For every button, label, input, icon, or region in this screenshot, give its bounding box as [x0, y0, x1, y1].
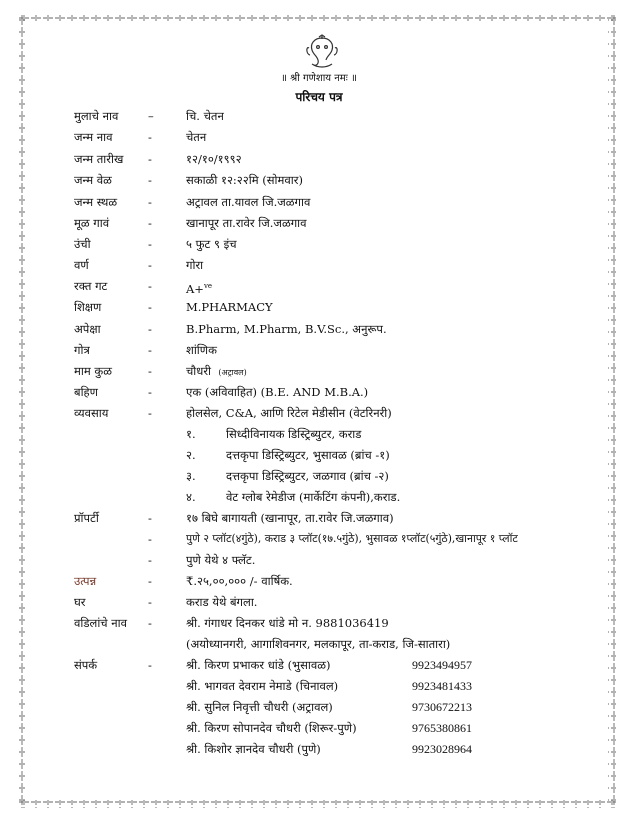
field-row-birth-name	[0, 128, 638, 148]
contact-phone: 9923494957	[412, 658, 472, 672]
blood-group-sup: ve	[203, 282, 213, 290]
list-text: दत्तकृपा डिस्ट्रिब्युटर, जळगाव (ब्रांच -२)	[226, 469, 389, 483]
field-value: १२/१०/१९९२	[186, 152, 242, 166]
list-text: वेट ग्लोब रेमेडीज (मार्केटिंग कंपनी),कराड.	[226, 490, 401, 504]
field-row-gotra	[0, 341, 638, 361]
field-row-property	[0, 509, 638, 529]
field-value: ५ फुट ९ इंच	[186, 237, 237, 251]
field-value: होलसेल, C&A, आणि रिटेल मेडीसीन (वेटरिनरी)	[186, 406, 392, 420]
field-row-birth-time	[0, 171, 638, 191]
field-separator: -	[148, 237, 152, 251]
field-value	[186, 362, 247, 382]
field-label: जन्म तारीख	[74, 152, 124, 166]
property-line	[0, 551, 638, 571]
field-value: चि. चेतन	[186, 109, 224, 123]
field-separator: -	[148, 511, 152, 525]
business-list-item	[0, 446, 638, 466]
contact-row	[0, 740, 638, 760]
field-row-native-place	[0, 214, 638, 234]
field-value: खानापूर ता.रावेर जि.जळगाव	[186, 216, 307, 230]
contact-phone: 9765380861	[412, 721, 472, 735]
field-separator: -	[148, 173, 152, 187]
field-value: पुणे येथे ४ फ्लॅट.	[186, 553, 256, 567]
field-row-blood-group	[0, 277, 638, 297]
field-separator: -	[148, 595, 152, 609]
field-label: जन्म स्थळ	[74, 195, 118, 209]
field-value: चेतन	[186, 130, 207, 144]
field-row-business	[0, 404, 638, 424]
contact-row	[0, 719, 638, 739]
field-value: १७ बिघे बागायती (खानापूर, ता.रावेर जि.जळगाव)	[186, 511, 394, 525]
list-number: १.	[186, 427, 196, 441]
field-value: एक (अविवाहित) (B.E. AND M.B.A.)	[186, 385, 369, 399]
field-value: कराड येथे बंगला.	[186, 595, 258, 609]
field-separator: -	[148, 406, 152, 420]
ganesha-icon	[304, 34, 340, 70]
field-label: मुलाचे नाव	[74, 109, 119, 123]
field-label: मूळ गावं	[74, 216, 110, 230]
maternal-clan-value: चौधरी	[186, 364, 212, 378]
father-address	[0, 635, 638, 655]
field-value: अट्रावल ता.यावल जि.जळगाव	[186, 195, 311, 209]
field-label: शिक्षण	[74, 300, 102, 314]
contact-name: श्री. भागवत देवराम नेमाडे (चिनावल)	[186, 679, 339, 693]
field-value: पुणे २ प्लॉट(४गुंठे), कराड ३ प्लॉट(१७.५गुंठे), भुसावळ १प्लॉट(५गुंठे),खानापूर १ प्लॉट	[186, 532, 518, 545]
field-separator: -	[148, 385, 152, 399]
field-separator: -	[148, 130, 152, 144]
contact-row	[0, 656, 638, 676]
contact-phone: 9923481433	[412, 679, 472, 693]
field-separator: -	[148, 258, 152, 272]
field-row-house	[0, 593, 638, 613]
field-label: प्रॉपर्टी	[74, 511, 99, 525]
field-row-education	[0, 298, 638, 318]
field-value: श्री. गंगाधर दिनकर धांडे मो न. 9881036419	[186, 616, 389, 630]
blood-group-value: A+	[186, 281, 204, 296]
maternal-clan-note: (अट्रावल)	[218, 368, 247, 377]
field-row-birth-place	[0, 193, 638, 213]
field-value: शांणिक	[186, 343, 217, 357]
field-separator: -	[148, 343, 152, 357]
field-label: संपर्क	[74, 658, 98, 672]
field-row-father	[0, 614, 638, 634]
property-line	[0, 530, 638, 550]
field-value: गोरा	[186, 258, 204, 272]
field-label: बहिण	[74, 385, 98, 399]
field-separator: -	[148, 574, 152, 588]
field-separator: -	[148, 216, 152, 230]
list-number: ४.	[186, 490, 196, 504]
field-label: अपेक्षा	[74, 322, 101, 336]
field-separator: -	[148, 322, 152, 336]
field-label: रक्त गट	[74, 279, 108, 293]
field-label: घर	[74, 595, 86, 609]
field-separator: -	[148, 364, 152, 378]
field-separator: -	[148, 279, 152, 293]
field-label: वडिलांचे नाव	[74, 616, 128, 630]
field-separator: -	[148, 553, 152, 567]
field-separator: -	[148, 532, 152, 546]
field-value	[186, 277, 212, 298]
field-row-birth-date	[0, 150, 638, 170]
contact-name: श्री. किरण प्रभाकर धांडे (भुसावळ)	[186, 658, 331, 672]
field-label: गोत्र	[74, 343, 90, 357]
field-row-income	[0, 572, 638, 592]
field-row-maternal-clan	[0, 362, 638, 382]
list-number: २.	[186, 448, 196, 462]
field-label: माम कुळ	[74, 364, 112, 378]
contact-name: श्री. सुनिल निवृत्ती चौधरी (अट्रावल)	[186, 700, 333, 714]
field-separator: -	[148, 152, 152, 166]
field-value: (अयोध्यानगरी, आगाशिवनगर, मलकापूर, ता-कराड, जि-सातारा)	[186, 637, 451, 651]
list-number: ३.	[186, 469, 196, 483]
invocation-mantra: ॥ श्री गणेशाय नमः ॥	[281, 73, 357, 84]
contact-row	[0, 677, 638, 697]
field-separator: –	[148, 109, 154, 123]
page-title: परिचय पत्र	[295, 90, 343, 104]
field-label: उंची	[74, 237, 91, 251]
field-separator: -	[148, 300, 152, 314]
field-label: वर्ण	[74, 258, 89, 272]
field-label: जन्म नाव	[74, 130, 113, 144]
field-value: ₹.२५,००,००० /- वार्षिक.	[186, 574, 293, 588]
field-row-complexion	[0, 256, 638, 276]
list-text: सिध्दीविनायक डिस्ट्रिब्युटर, कराड	[226, 427, 362, 441]
contact-name: श्री. किशोर ज्ञानदेव चौधरी (पुणे)	[186, 742, 321, 756]
list-text: दत्तकृपा डिस्ट्रिब्युटर, भुसावळ (ब्रांच -१)	[226, 448, 390, 462]
field-row-expectation	[0, 320, 638, 340]
contact-name: श्री. किरण सोपानदेव चौधरी (शिरूर-पुणे)	[186, 721, 357, 735]
field-value: M.PHARMACY	[186, 300, 273, 314]
field-separator: -	[148, 195, 152, 209]
field-label: व्यवसाय	[74, 406, 109, 420]
field-separator: -	[148, 616, 152, 630]
contact-phone: 9730672213	[412, 700, 472, 714]
field-label: उत्पन्न	[74, 574, 97, 588]
contact-row	[0, 698, 638, 718]
field-row-height	[0, 235, 638, 255]
business-list-item	[0, 488, 638, 508]
business-list-item	[0, 467, 638, 487]
business-list-item	[0, 425, 638, 445]
field-row-name	[0, 107, 638, 127]
field-row-sister	[0, 383, 638, 403]
field-label: जन्म वेळ	[74, 173, 112, 187]
field-value: B.Pharm, M.Pharm, B.V.Sc., अनुरूप.	[186, 322, 387, 336]
contact-phone: 9923028964	[412, 742, 472, 756]
field-separator: -	[148, 658, 152, 672]
field-value: सकाळी १२:२२मि (सोमवार)	[186, 173, 303, 187]
